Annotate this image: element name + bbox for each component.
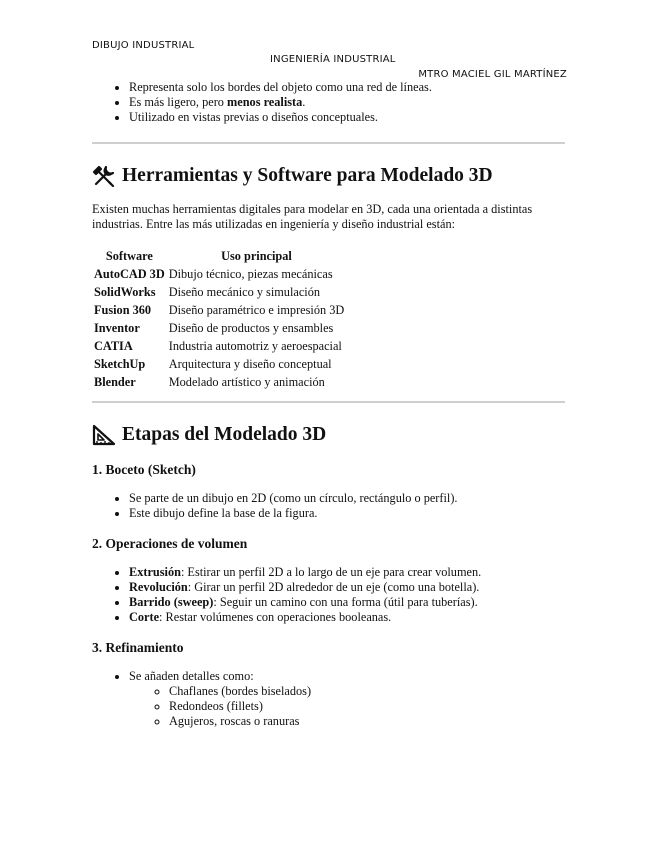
step3-bullet-list <box>92 669 565 729</box>
list-item: • Este dibujo define la base de la figura. <box>129 506 565 521</box>
step-heading: 3. Refinamiento <box>92 640 184 655</box>
software-use: Diseño de productos y ensambles <box>168 321 334 335</box>
software-name: SketchUp <box>94 357 146 371</box>
tools-icon <box>92 165 116 187</box>
table-row <box>92 302 346 320</box>
column-header-use: Uso principal <box>221 249 292 263</box>
triangle-ruler-icon <box>92 424 116 446</box>
term: Revolución <box>129 580 188 594</box>
step-heading: 2. Operaciones de volumen <box>92 536 248 551</box>
list-item: • Se parte de un dibujo en 2D (como un círculo, rectángulo o perfil). <box>129 491 565 506</box>
header-subject: DIBUJO INDUSTRIAL <box>92 40 195 51</box>
list-item: ◦ Redondeos (fillets) <box>169 699 565 714</box>
software-use: Arquitectura y diseño conceptual <box>168 357 332 371</box>
software-name: Blender <box>94 375 136 389</box>
section-title: Herramientas y Software para Modelado 3D <box>122 165 493 186</box>
document-body <box>92 80 565 729</box>
software-use: Dibujo técnico, piezas mecánicas <box>168 267 333 281</box>
term: Barrido (sweep) <box>129 595 214 609</box>
list-item: ◦ Chaflanes (bordes biselados) <box>169 684 565 699</box>
list-item: • Revolución: Girar un perfil 2D alrededor de un eje (como una botella). <box>129 580 565 595</box>
software-table <box>92 248 346 392</box>
tools-section-heading <box>92 164 565 188</box>
sub-bullet-list <box>129 684 565 729</box>
software-name: SolidWorks <box>94 285 156 299</box>
step2-bullet-list <box>92 565 565 625</box>
section-divider <box>92 401 565 403</box>
intro-bullet-list <box>92 80 565 125</box>
header-program: INGENIERÍA INDUSTRIAL <box>270 54 396 65</box>
list-item: • Extrusión: Estirar un perfil 2D a lo largo de un eje para crear volumen. <box>129 565 565 580</box>
list-item: • Se añaden detalles como: ◦ Chaflanes (bordes biselados) ◦ Redondeos (fillets) ◦ Agujeros, roscas o ranuras <box>129 669 565 729</box>
column-header-software: Software <box>105 249 153 263</box>
table-header-row <box>92 248 346 266</box>
section-title: Etapas del Modelado 3D <box>122 424 327 445</box>
table-row <box>92 320 346 338</box>
software-use: Diseño mecánico y simulación <box>168 285 320 299</box>
section-divider <box>92 142 565 144</box>
stages-section-heading <box>92 423 565 447</box>
table-row <box>92 284 346 302</box>
step1-bullet-list <box>92 491 565 521</box>
software-name: AutoCAD 3D <box>94 267 165 281</box>
software-name: Fusion 360 <box>94 303 152 317</box>
list-item: • Corte: Restar volúmenes con operaciones booleanas. <box>129 610 565 625</box>
list-item: • Es más ligero, pero menos realista. <box>129 95 565 110</box>
term: Corte <box>129 610 160 624</box>
list-item: • Barrido (sweep): Seguir un camino con una forma (útil para tuberías). <box>129 595 565 610</box>
list-item: ◦ Agujeros, roscas o ranuras <box>169 714 565 729</box>
table-row <box>92 338 346 356</box>
software-use: Diseño paramétrico e impresión 3D <box>168 303 345 317</box>
software-name: CATIA <box>94 339 133 353</box>
list-item: • Representa solo los bordes del objeto como una red de líneas. <box>129 80 565 95</box>
software-name: Inventor <box>94 321 140 335</box>
table-row <box>92 374 346 392</box>
list-item: • Utilizado en vistas previas o diseños conceptuales. <box>129 110 565 125</box>
software-use: Industria automotriz y aeroespacial <box>168 339 342 353</box>
term: Extrusión <box>129 565 181 579</box>
software-use: Modelado artístico y animación <box>168 375 325 389</box>
step-heading: 1. Boceto (Sketch) <box>92 462 196 477</box>
header-teacher: MTRO MACIEL GIL MARTÍNEZ <box>418 69 567 80</box>
emphasis-text: menos realista <box>227 95 303 109</box>
tools-paragraph: Existen muchas herramientas digitales para modelar en 3D, cada una orientada a distintas industrias. Entre las más utilizadas en ingeniería y diseño industrial están: <box>92 202 533 231</box>
table-row <box>92 266 346 284</box>
table-row <box>92 356 346 374</box>
